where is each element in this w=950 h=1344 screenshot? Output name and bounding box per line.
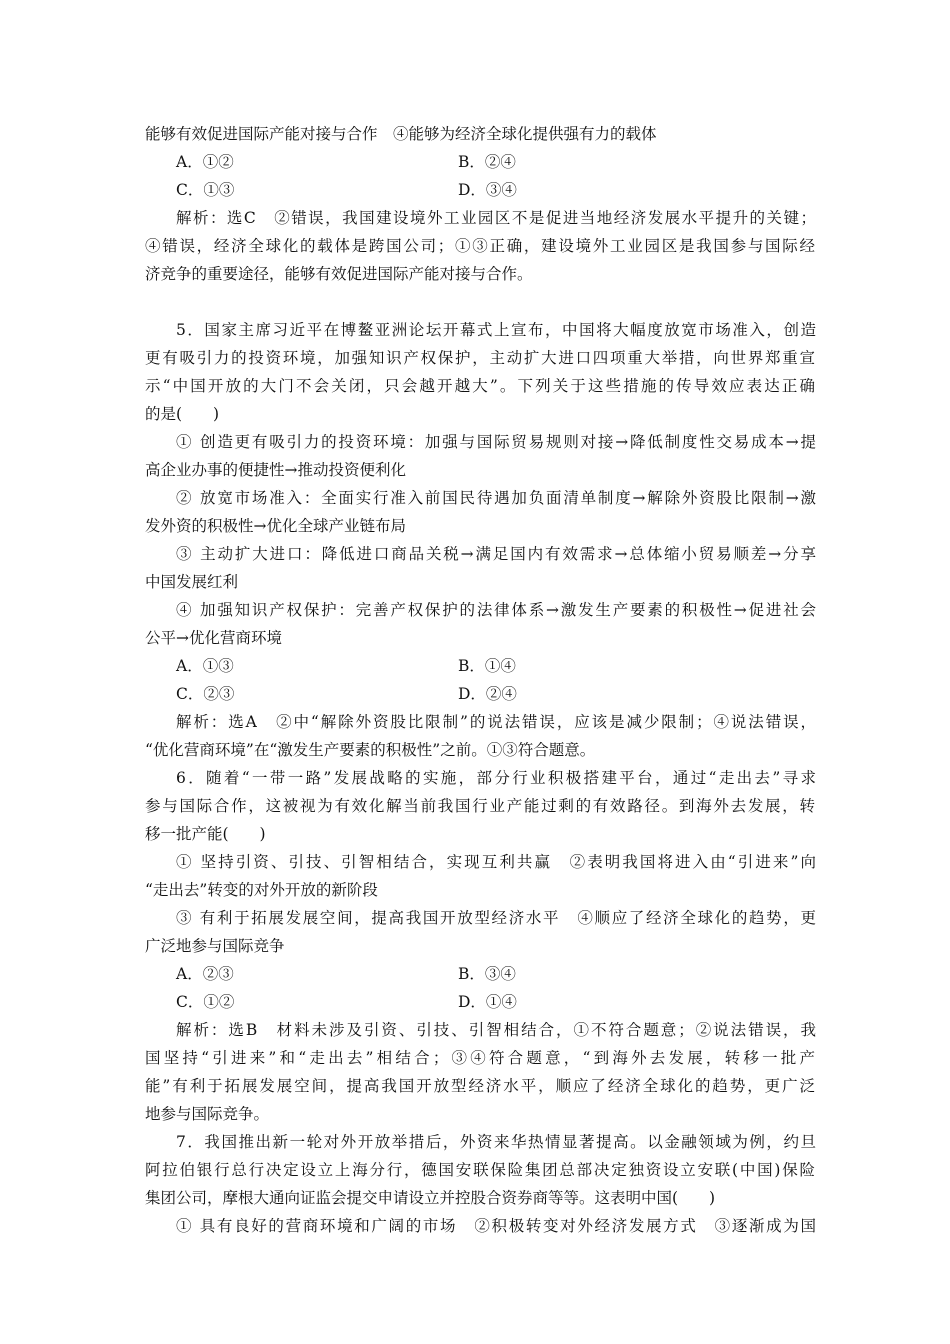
text-line: 示“中国开放的大门不会关闭，只会越开越大”。下列关于这些措施的传导效应表达正确 — [145, 377, 815, 395]
text-line: ② 放宽市场准入：全面实行准入前国民待遇加负面清单制度→解除外资股比限制→激 — [176, 489, 816, 507]
answer-option: A．①③ — [176, 657, 234, 675]
text-line: 5．国家主席习近平在博鳌亚洲论坛开幕式上宣布，中国将大幅度放宽市场准入，创造 — [176, 321, 816, 339]
text-line: “优化营商环境”在“激发生产要素的积极性”之前。①③符合题意。 — [145, 741, 596, 759]
text-line: 解析：选C ②错误，我国建设境外工业园区不是促进当地经济发展水平提升的关键； — [176, 209, 816, 227]
answer-option: D．③④ — [458, 181, 517, 199]
text-line: 能够有效促进国际产能对接与合作 ④能够为经济全球化提供强有力的载体 — [145, 125, 657, 143]
text-line: 更有吸引力的投资环境，加强知识产权保护，主动扩大进口四项重大举措，向世界郑重宣 — [145, 349, 815, 367]
text-line: 公平→优化营商环境 — [145, 629, 282, 647]
text-line: 参与国际合作，这被视为有效化解当前我国行业产能过剩的有效路径。到海外去发展，转 — [145, 797, 815, 815]
answer-option: D．①④ — [458, 993, 517, 1011]
text-line: 解析：选B 材料未涉及引资、引技、引智相结合，①不符合题意；②说法错误，我 — [176, 1021, 816, 1039]
answer-option: D．②④ — [458, 685, 517, 703]
text-line: 中国发展红利 — [145, 573, 239, 591]
text-line: ① 坚持引资、引技、引智相结合，实现互利共赢 ②表明我国将进入由“引进来”向 — [176, 853, 816, 871]
text-line: ③ 有利于拓展发展空间，提高我国开放型经济水平 ④顺应了经济全球化的趋势，更 — [176, 909, 816, 927]
answer-option: C．②③ — [176, 685, 235, 703]
text-line: ④ 加强知识产权保护：完善产权保护的法律体系→激发生产要素的积极性→促进社会 — [176, 601, 816, 619]
text-line: 解析：选A ②中“解除外资股比限制”的说法错误，应该是减少限制；④说法错误， — [176, 713, 816, 731]
text-line: 国坚持“引进来”和“走出去”相结合；③④符合题意，“到海外去发展，转移一批产 — [145, 1049, 815, 1067]
answer-option: B．③④ — [458, 965, 516, 983]
answer-option: A．②③ — [176, 965, 234, 983]
text-line: 地参与国际竞争。 — [145, 1105, 270, 1123]
text-line: 发外资的积极性→优化全球产业链布局 — [145, 517, 406, 535]
text-line: ④错误，经济全球化的载体是跨国公司；①③正确，建设境外工业园区是我国参与国际经 — [145, 237, 815, 255]
text-line: ① 具有良好的营商环境和广阔的市场 ②积极转变对外经济发展方式 ③逐渐成为国 — [176, 1217, 816, 1235]
text-line: 济竞争的重要途径，能够有效促进国际产能对接与合作。 — [145, 265, 533, 283]
text-line: ① 创造更有吸引力的投资环境：加强与国际贸易规则对接→降低制度性交易成本→提 — [176, 433, 816, 451]
text-line: 广泛地参与国际竞争 — [145, 937, 285, 955]
text-line: 能”有利于拓展发展空间，提高我国开放型经济水平，顺应了经济全球化的趋势，更广泛 — [145, 1077, 815, 1095]
answer-option: B．②④ — [458, 153, 516, 171]
text-line: “走出去”转变的对外开放的新阶段 — [145, 881, 378, 899]
text-line: 集团公司，摩根大通向证监会提交申请设立并控股合资券商等等。这表明中国( ) — [145, 1189, 716, 1207]
text-line: 的是( ) — [145, 405, 220, 423]
text-line: 阿拉伯银行总行决定设立上海分行，德国安联保险集团总部决定独资设立安联(中国)保险 — [145, 1161, 815, 1179]
answer-option: B．①④ — [458, 657, 516, 675]
text-line: 7．我国推出新一轮对外开放举措后，外资来华热情显著提高。以金融领域为例，约旦 — [176, 1133, 816, 1151]
text-line: ③ 主动扩大进口：降低进口商品关税→满足国内有效需求→总体缩小贸易顺差→分享 — [176, 545, 816, 563]
text-line: 6．随着“一带一路”发展战略的实施，部分行业积极搭建平台，通过“走出去”寻求 — [176, 769, 816, 787]
answer-option: A．①② — [176, 153, 234, 171]
answer-option: C．①② — [176, 993, 235, 1011]
answer-option: C．①③ — [176, 181, 235, 199]
text-line: 移一批产能( ) — [145, 825, 266, 843]
text-line: 高企业办事的便捷性→推动投资便利化 — [145, 461, 406, 479]
